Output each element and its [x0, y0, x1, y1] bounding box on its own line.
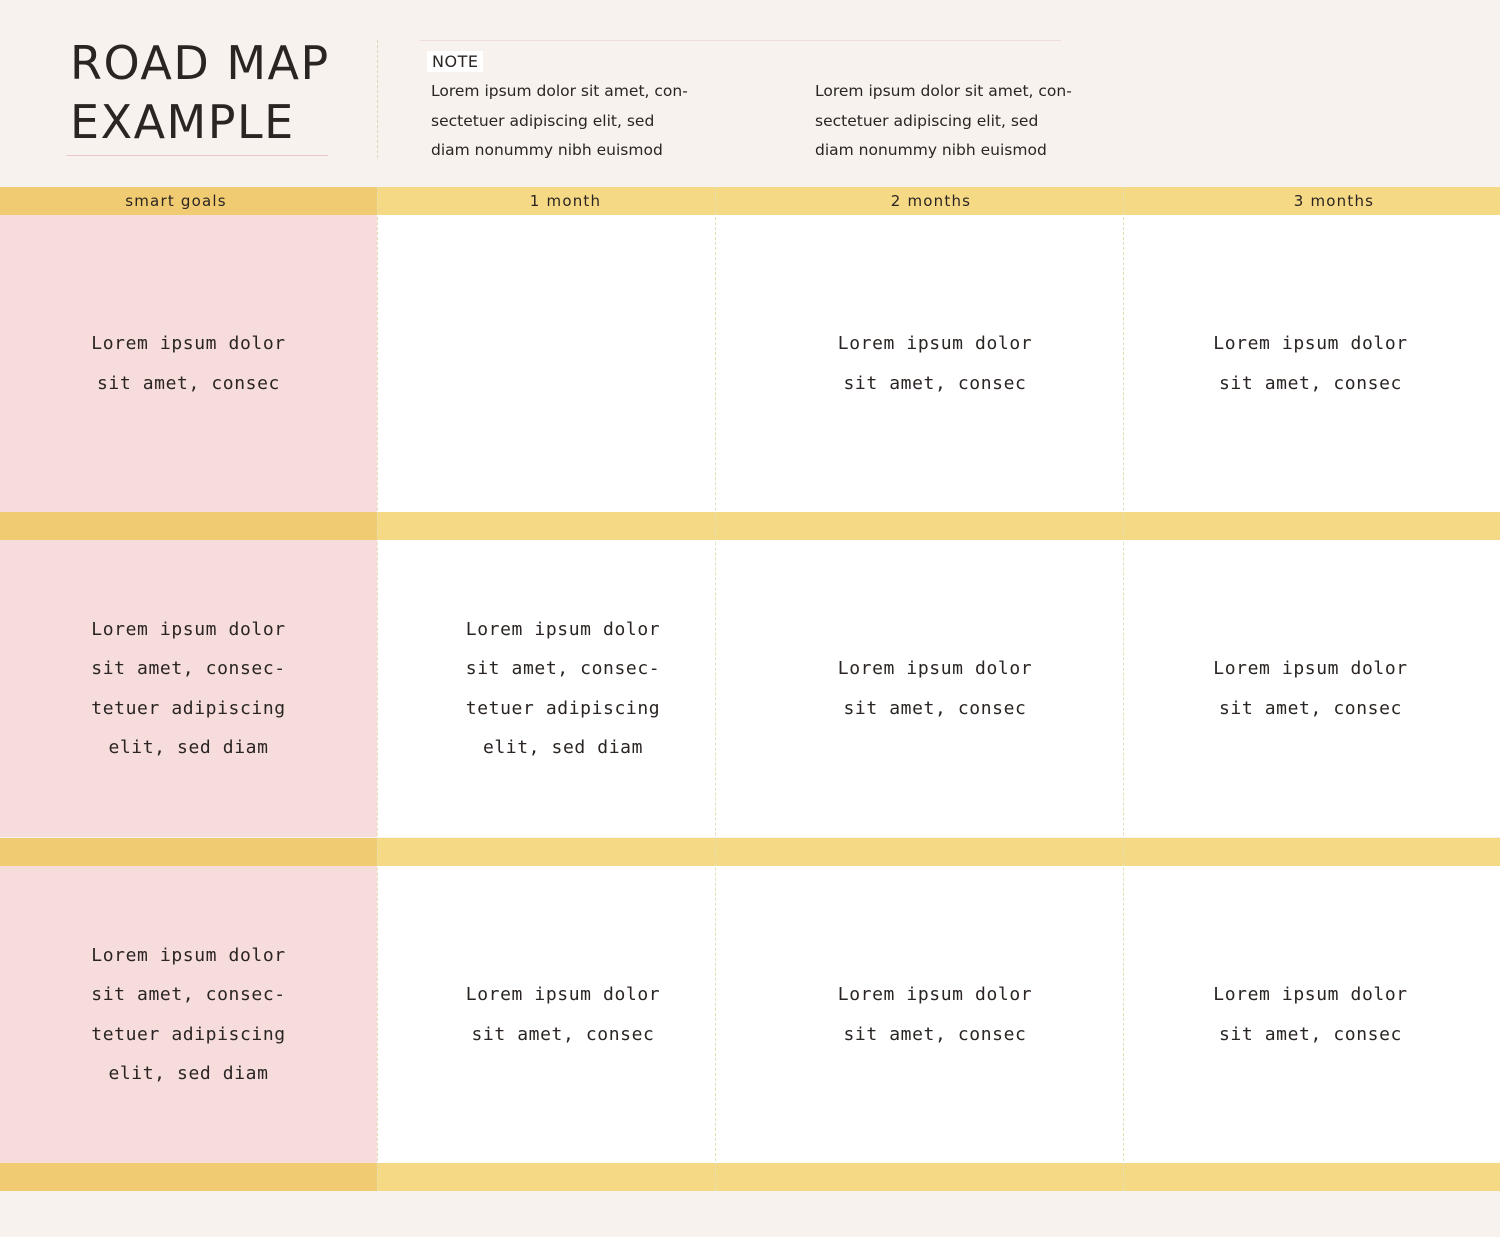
cell-line: Lorem ipsum dolor	[465, 984, 661, 1005]
cell-line: sit amet, consec	[843, 1023, 1027, 1045]
row-separator-goal-bg	[0, 838, 377, 866]
cell-text	[1213, 649, 1407, 728]
cell-line: sit amet, consec	[1219, 1023, 1402, 1045]
cell-2-months	[715, 215, 1155, 512]
cell-3-months	[1123, 215, 1498, 512]
cell-line: Lorem ipsum dolor	[837, 984, 1033, 1005]
cell-text	[1213, 324, 1407, 403]
header-divider	[377, 40, 378, 158]
cell-line: Lorem ipsum dolor	[91, 333, 286, 354]
note-text-2	[815, 77, 1115, 166]
goal-text	[91, 610, 285, 768]
goal-cell	[0, 215, 377, 512]
title-line-2: EXAMPLE	[70, 95, 295, 149]
note-text-line: diam nonummy nibh euismod	[431, 141, 663, 159]
row-separator-goal-bg	[0, 1163, 377, 1191]
cell-1-month	[377, 866, 749, 1163]
cell-1-month	[377, 215, 754, 512]
cell-2-months	[715, 866, 1155, 1163]
goal-text	[91, 324, 285, 403]
goal-text	[91, 936, 285, 1094]
cell-2-months	[715, 540, 1155, 837]
cell-1-month	[377, 540, 749, 837]
cell-line: sit amet, consec	[843, 697, 1027, 719]
cell-line: Lorem ipsum dolor	[837, 333, 1033, 354]
cell-text	[466, 610, 660, 768]
row-separator-band	[0, 1163, 1500, 1191]
note-text-line: Lorem ipsum dolor sit amet, con-	[815, 82, 1072, 100]
cell-line: tetuer adipiscing	[91, 697, 286, 719]
column-divider	[715, 187, 716, 1191]
cell-line: Lorem ipsum dolor	[465, 618, 661, 640]
cell-line: tetuer adipiscing	[465, 697, 661, 719]
column-header-1-month: 1 month	[529, 192, 602, 210]
row-separator-band	[0, 512, 1500, 540]
note-text-line: sectetuer adipiscing elit, sed	[815, 111, 1039, 130]
cell-line: Lorem ipsum dolor	[1213, 984, 1408, 1005]
cell-line: elit, sed diam	[482, 737, 644, 758]
title-underline	[66, 155, 328, 156]
cell-line: elit, sed diam	[108, 1063, 269, 1084]
note-text-line: diam nonummy nibh euismod	[815, 141, 1047, 159]
cell-text	[838, 324, 1032, 403]
cell-line: sit amet, consec	[843, 372, 1027, 394]
cell-line: Lorem ipsum dolor	[1213, 333, 1408, 354]
cell-line: sit amet, consec-	[465, 658, 661, 679]
cell-line: Lorem ipsum dolor	[1213, 658, 1408, 679]
roadmap-row-3	[0, 866, 1500, 1163]
cell-line: tetuer adipiscing	[91, 1023, 286, 1045]
cell-3-months	[1123, 866, 1498, 1163]
cell-line: sit amet, consec-	[91, 984, 286, 1005]
roadmap-row-2	[0, 540, 1500, 837]
cell-line: Lorem ipsum dolor	[91, 618, 286, 640]
title-line-1: ROAD MAP	[70, 36, 330, 90]
cell-line: elit, sed diam	[108, 737, 269, 758]
cell-line: sit amet, consec	[471, 1023, 655, 1045]
cell-text	[466, 975, 660, 1054]
cell-line: sit amet, consec	[1219, 372, 1402, 394]
column-header-3-months: 3 months	[1293, 192, 1375, 210]
row-separator-goal-bg	[0, 512, 377, 540]
cell-text	[838, 975, 1032, 1054]
column-header-band	[0, 187, 1500, 215]
cell-line: Lorem ipsum dolor	[837, 658, 1033, 679]
roadmap-row-1	[0, 215, 1500, 512]
cell-line: sit amet, consec-	[91, 658, 286, 679]
note-label: NOTE	[427, 51, 483, 72]
column-divider	[1123, 187, 1124, 1191]
goal-cell	[0, 540, 377, 837]
column-header-2-months: 2 months	[890, 192, 972, 210]
note-text-1	[431, 77, 731, 166]
cell-line: Lorem ipsum dolor	[91, 944, 286, 966]
column-divider	[377, 187, 378, 1191]
note-text-line: Lorem ipsum dolor sit amet, con-	[431, 82, 688, 100]
row-separator-band	[0, 838, 1500, 866]
goal-cell	[0, 866, 377, 1163]
cell-text	[1213, 975, 1407, 1054]
cell-line: sit amet, consec	[1219, 697, 1402, 719]
page-title	[70, 34, 330, 152]
page-footer-area	[0, 1191, 1500, 1237]
note-top-rule	[420, 40, 1061, 41]
cell-3-months	[1123, 540, 1498, 837]
cell-text	[838, 649, 1032, 728]
column-header-smart-goals: smart goals	[125, 192, 227, 210]
note-text-line: sectetuer adipiscing elit, sed	[431, 111, 655, 130]
cell-line: sit amet, consec	[97, 372, 280, 394]
